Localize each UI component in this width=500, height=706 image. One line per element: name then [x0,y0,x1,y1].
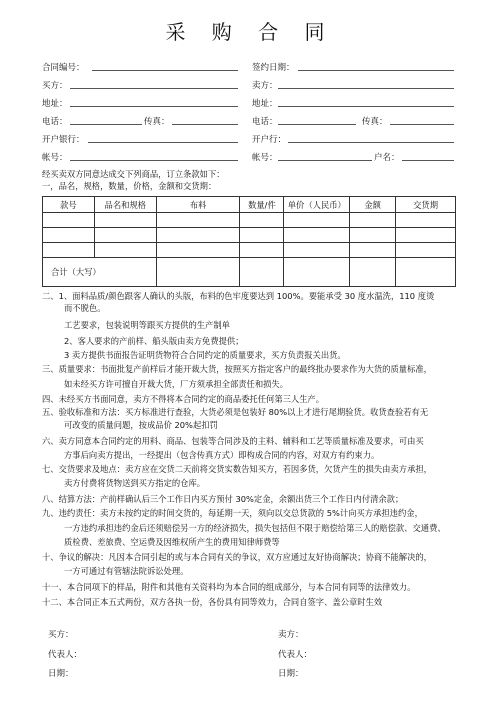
account-left-line[interactable] [70,160,238,161]
column-header: 金额 [350,197,396,213]
clause-line: 可改变的质量问题，按成品价 20%起扣罚 [64,420,218,430]
clause-line: 质检费、差旅费、空运费及因维权所产生的费用知律师费等 [64,537,280,547]
table-cell[interactable] [94,243,156,258]
table-cell[interactable] [240,243,284,258]
table-header-row [43,197,456,213]
intro-text: 经买卖双方同意达成交下列商品，订立条款如下： [42,169,225,179]
fax-right-line[interactable] [390,124,454,125]
table-row [43,243,456,258]
table-row [43,228,456,243]
column-header: 交货期 [396,197,456,213]
table-cell[interactable] [43,243,95,258]
clause-line: 五、验收标准和方法：买方标准进行查验，大货必须是包装好 80%以上才进行尾期验货。收货查验若有无 [42,407,429,417]
clause-line: 3 卖方提供书面报告证明货物符合合同约定的质量要求，买方负责报关出货。 [64,350,346,360]
contract-no-line[interactable] [92,70,238,71]
clause-line: 方事后向卖方提出，一经提出（包含传真方式）即构成合同的内容，对双方有约束力。 [64,450,380,460]
table-cell[interactable] [156,228,240,243]
clause-line: 2、客人要求的产前样、船头版由卖方免费提供； [64,336,244,346]
table-cell[interactable] [396,213,456,228]
bank-line[interactable] [88,142,238,143]
product-table [42,196,456,287]
clause-line: 而不脱色。 [64,303,106,313]
bank-right-label: 开户行： [252,135,287,145]
account-right-label: 帐号： [252,153,278,163]
clause-line: 四、未经买方书面同意，卖方不得将本合同约定的商品委托任何第三人生产。 [42,394,325,404]
table-cell[interactable] [43,228,95,243]
clause-line: 卖方付费将货物送到买方指定的仓库。 [64,478,206,488]
table-row [43,213,456,228]
table-cell[interactable] [240,213,284,228]
clause-line: 八、结算方法：产前样确认后三个工作日内买方预付 30%定金，余额出货三个工作日内付清余款； [42,494,404,504]
table-cell[interactable] [156,213,240,228]
fax-left-label: 传真： [144,117,170,127]
clause-line: 十、争议的解决：凡因本合同引起的或与本合同有关的争议，双方应通过友好协商解决；协商不能解决的， [42,552,432,562]
buyer-rep-label: 代表人： [48,650,83,660]
address-left-line[interactable] [70,106,238,107]
phone-right-line[interactable] [278,124,356,125]
clause-line: 工艺要求，包装说明等跟买方提供的生产制单 [64,320,230,330]
account-right-line[interactable] [278,160,372,161]
table-cell[interactable] [284,213,350,228]
clause-1-heading: 一，品名，规格，数量，价格，金额和交货期： [42,181,217,191]
column-header: 布料 [156,197,240,213]
address-right-label: 地址： [252,99,278,109]
total-label: 合计（大写） [43,258,157,287]
page-title: 采 购 合 同 [165,20,335,44]
account-name-line[interactable] [402,160,454,161]
buyer-label: 买方： [42,81,68,91]
clause-line: 六、卖方同意本合同约定的用料、商品、包装等合同涉及的主料、辅料和工艺等质量标准及要求，可由买 [42,436,424,446]
column-header: 单价（人民币） [284,197,350,213]
table-cell[interactable] [350,228,396,243]
seller-date-label: 日期： [278,669,304,679]
fax-right-label: 传真： [362,117,388,127]
table-cell[interactable] [240,228,284,243]
table-cell[interactable] [284,228,350,243]
sign-date-line[interactable] [298,70,454,71]
clause-line: 九、违约责任：卖方未按约定的时间交货的，每延期一天，须向以交总货款的 5%计向买方承担违约金， [42,508,423,518]
clause-line: 十一、本合同项下的样品，附件和其他有关资料均为本合同的组成部分，与本合同有同等的法律效力。 [42,582,416,592]
table-cell[interactable] [396,243,456,258]
table-cell[interactable] [396,228,456,243]
table-cell[interactable] [43,213,95,228]
table-cell[interactable] [94,228,156,243]
clause-line: 二、1、面料品质/颜色跟客人确认的头版，布料的色牢度要达到 100%。要能承受 30 度水温洗，110 度烫 [42,291,435,301]
sign-date-label: 签约日期： [252,63,295,73]
table-cell[interactable] [284,243,350,258]
address-right-line[interactable] [278,106,454,107]
clause-line: 如未经买方许可擅自开裁大货，厂方须承担全部责任和损失。 [64,379,289,389]
clause-line: 一方违约承担违约金后还须赔偿另一方的经济损失，损失包括但不限于赔偿给第三人的赔偿款、交通费、 [64,523,446,533]
table-total-row [43,258,456,287]
seller-sign-label: 卖方： [278,630,304,640]
table-cell[interactable] [350,243,396,258]
column-header: 数量/件 [240,197,284,213]
table-cell[interactable] [284,258,350,287]
table-cell[interactable] [94,213,156,228]
phone-left-label: 电话： [42,117,68,127]
clause-line: 三、质量要求：书面批复产前样后才能开裁大货，按照买方指定客户的最终批办要求作为大货的质量标准， [42,364,432,374]
phone-right-label: 电话： [252,117,278,127]
table-cell[interactable] [350,213,396,228]
clause-line: 十二、本合同正本五式两份，双方各执一份，各份具有同等效力，合同自签字、盖公章时生效 [42,597,383,607]
bank-label: 开户银行： [42,135,85,145]
table-cell[interactable] [396,258,456,287]
phone-left-line[interactable] [70,124,142,125]
buyer-sign-label: 买方： [48,630,74,640]
seller-rep-label: 代表人： [278,650,313,660]
account-left-label: 帐号： [42,153,68,163]
account-name-label: 户名： [374,153,400,163]
address-left-label: 地址： [42,99,68,109]
clause-line: 一方可通过有管辖法院诉讼处理。 [64,566,189,576]
buyer-date-label: 日期： [48,669,74,679]
seller-label: 卖方： [252,81,278,91]
clause-line: 七、交货要求及地点：卖方应在交货二天前将交货实数告知买方，若因多货，欠货产生的损失由卖方承担， [42,464,432,474]
table-cell[interactable] [156,243,240,258]
column-header: 品名和规格 [94,197,156,213]
fax-left-line[interactable] [172,124,238,125]
table-cell[interactable] [350,258,396,287]
column-header: 款号 [43,197,95,213]
contract-no-label: 合同编号： [42,63,85,73]
bank-right-line[interactable] [288,142,454,143]
buyer-line[interactable] [70,88,238,89]
table-cell[interactable] [156,258,240,287]
table-cell[interactable] [240,258,284,287]
seller-line[interactable] [278,88,454,89]
